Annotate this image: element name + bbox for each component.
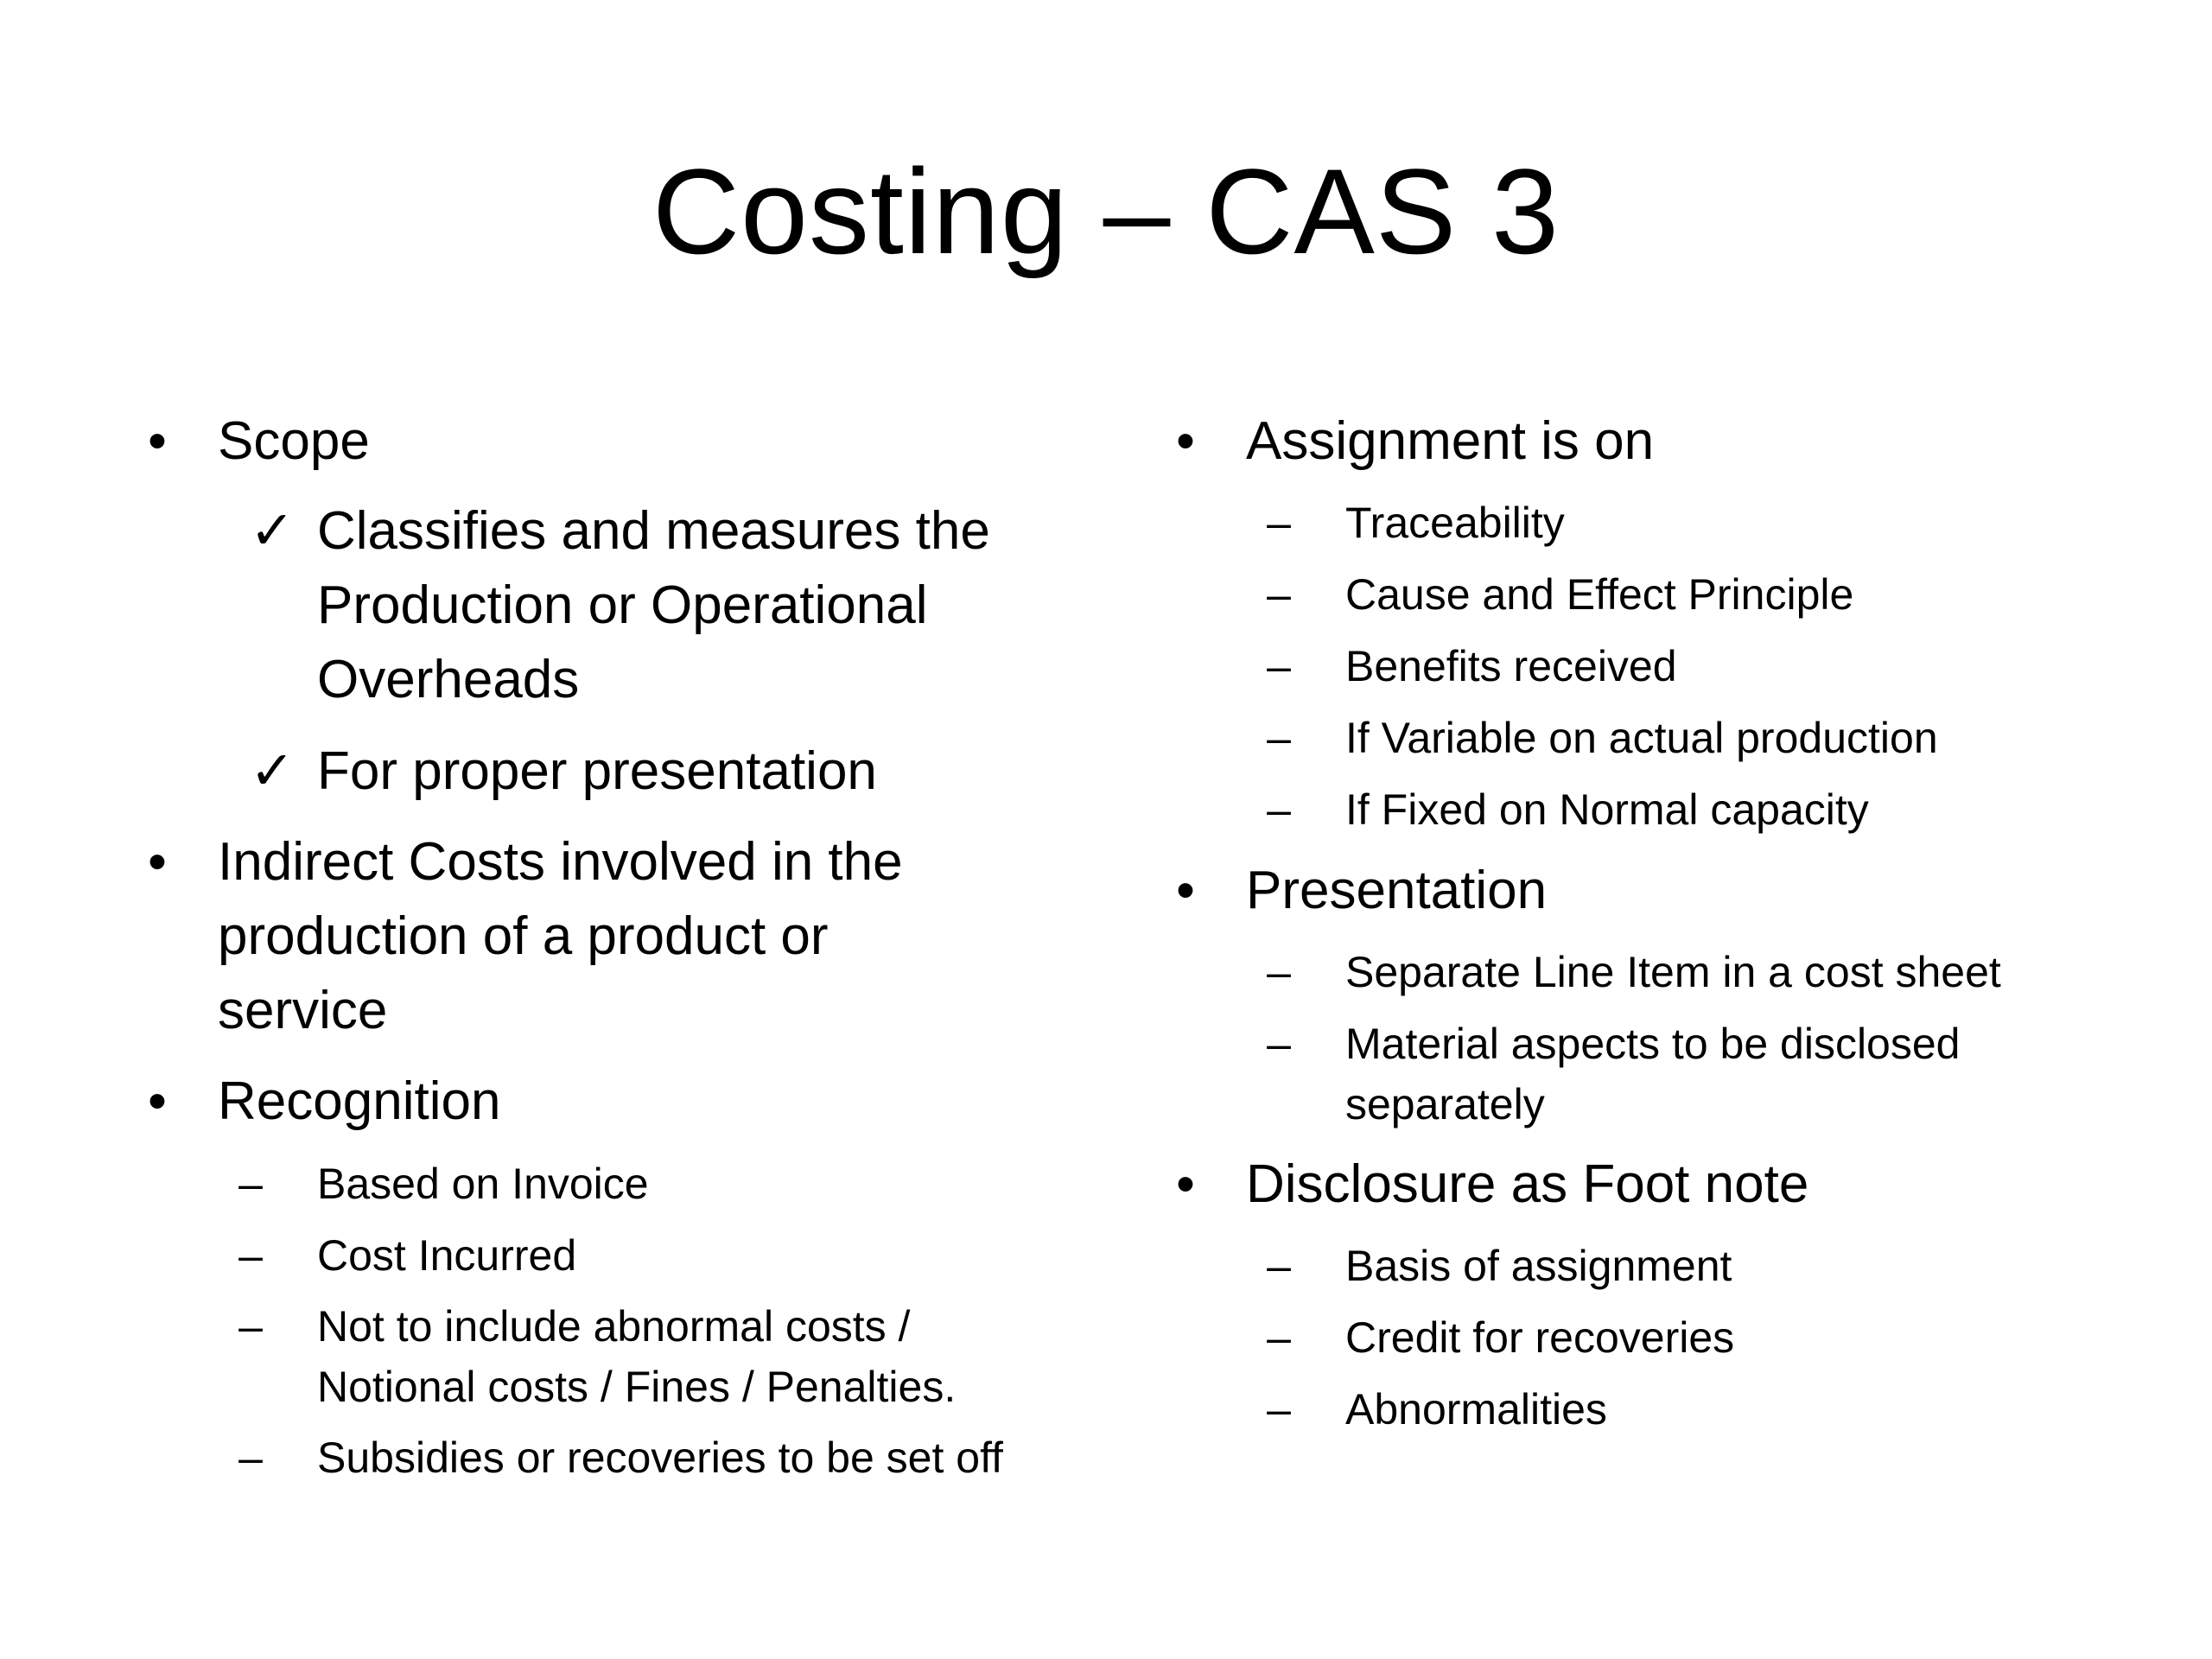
bullet-dot-icon: •	[148, 832, 167, 892]
bullet-indirect-costs	[148, 825, 995, 1048]
disclosure-item	[1267, 1379, 2209, 1440]
recognition-item-text: Not to include abnormal costs / Notional costs / Fines / Penalties.	[317, 1302, 957, 1411]
disclosure-item-text: Abnormalities	[1345, 1385, 1607, 1433]
dash-icon: –	[1267, 785, 1291, 834]
scope-item	[250, 494, 1077, 717]
assignment-item	[1267, 564, 2209, 625]
bullet-dot-icon: •	[1176, 411, 1195, 471]
bullet-label: Recognition	[218, 1071, 501, 1131]
scope-item-text: Classifies and measures the Production or Operational Overheads	[317, 501, 990, 709]
dash-icon: –	[1267, 714, 1291, 762]
bullet-label: Assignment is on	[1246, 411, 1655, 471]
scope-item-text: For proper presentation	[317, 741, 877, 801]
dash-icon: –	[1267, 642, 1291, 690]
assignment-item-text: Cause and Effect Principle	[1345, 570, 1854, 619]
disclosure-item	[1267, 1236, 2209, 1296]
disclosure-item	[1267, 1307, 2209, 1368]
assignment-item-text: If Fixed on Normal capacity	[1345, 785, 1869, 834]
slide-title: Costing – CAS 3	[652, 143, 1560, 279]
dash-icon: –	[1267, 1020, 1291, 1068]
presentation-item-text: Separate Line Item in a cost sheet	[1345, 948, 2001, 996]
dash-icon: –	[238, 1231, 263, 1280]
bullet-recognition	[148, 1065, 1082, 1139]
bullet-label: Indirect Costs involved in the production of a product or service	[218, 832, 903, 1040]
bullet-dot-icon: •	[148, 411, 167, 471]
bullet-label: Disclosure as Foot note	[1246, 1154, 1809, 1214]
bullet-label: Presentation	[1246, 861, 1548, 920]
dash-icon: –	[1267, 1385, 1291, 1433]
assignment-item-text: Traceability	[1345, 499, 1565, 547]
assignment-item	[1267, 779, 2209, 840]
recognition-item-text: Based on Invoice	[317, 1160, 649, 1208]
checkmark-icon: ✓	[250, 501, 295, 561]
dash-icon: –	[238, 1160, 263, 1208]
presentation-item-text: Material aspects to be disclosed separately	[1345, 1020, 1961, 1128]
dash-icon: –	[1267, 1242, 1291, 1290]
recognition-item	[238, 1225, 1095, 1286]
dash-icon: –	[1267, 499, 1291, 547]
disclosure-item-text: Credit for recoveries	[1345, 1313, 1735, 1362]
dash-icon: –	[238, 1302, 263, 1351]
assignment-item	[1267, 636, 2209, 696]
assignment-item-text: Benefits received	[1345, 642, 1677, 690]
dash-icon: –	[1267, 948, 1291, 996]
bullet-dot-icon: •	[1176, 861, 1195, 920]
bullet-dot-icon: •	[1176, 1154, 1195, 1214]
recognition-item	[238, 1154, 1095, 1214]
bullet-assignment	[1176, 404, 2196, 479]
bullet-label: Scope	[218, 411, 370, 471]
dash-icon: –	[238, 1433, 263, 1482]
recognition-item	[238, 1296, 1043, 1417]
assignment-item	[1267, 708, 2209, 768]
bullet-disclosure	[1176, 1147, 2196, 1222]
bullet-presentation	[1176, 854, 2196, 928]
dash-icon: –	[1267, 570, 1291, 619]
presentation-item	[1267, 942, 2209, 1002]
recognition-item-text: Subsidies or recoveries to be set off	[317, 1433, 1003, 1482]
assignment-item	[1267, 493, 2209, 553]
recognition-item-text: Cost Incurred	[317, 1231, 577, 1280]
disclosure-item-text: Basis of assignment	[1345, 1242, 1732, 1290]
bullet-dot-icon: •	[148, 1071, 167, 1131]
scope-item	[250, 734, 1077, 809]
dash-icon: –	[1267, 1313, 1291, 1362]
recognition-item	[238, 1427, 1095, 1488]
presentation-item	[1267, 1014, 2054, 1135]
checkmark-icon: ✓	[250, 741, 295, 801]
assignment-item-text: If Variable on actual production	[1345, 714, 1938, 762]
bullet-scope	[148, 404, 1082, 479]
